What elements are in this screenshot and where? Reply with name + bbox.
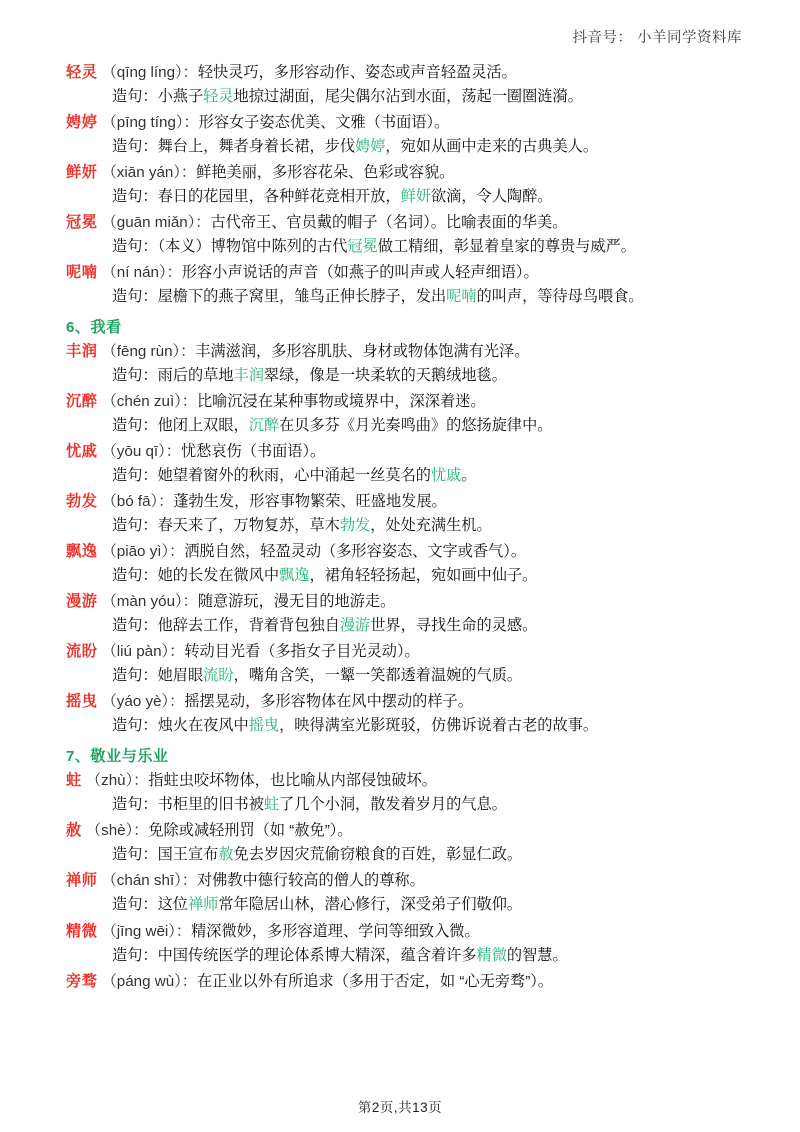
entry-word: 忧戚 [66, 443, 98, 461]
entry-pinyin: （pīng tíng）： [97, 114, 199, 132]
entry-headline [66, 390, 746, 414]
example-text-after: ，裙角轻轻扬起，宛如画中仙子。 [309, 567, 538, 585]
example-label: 造句： [112, 467, 158, 485]
entry-definition: 轻快灵巧，多形容动作、姿态或声音轻盈灵活。 [197, 64, 517, 81]
vocabulary-entry [66, 590, 746, 638]
entry-word: 禅师 [66, 872, 98, 890]
example-highlight-word: 勃发 [339, 517, 371, 535]
example-highlight-word: 娉婷 [355, 138, 386, 156]
example-label: 造句： [112, 417, 158, 435]
vocabulary-entry [66, 540, 746, 588]
entry-headline [66, 440, 746, 464]
example-text-after: 的智慧。 [506, 946, 568, 964]
entry-pinyin: （chán shī）： [97, 872, 197, 890]
example-highlight-word: 漫游 [339, 617, 371, 635]
entry-example [66, 135, 746, 159]
example-label: 造句： [112, 667, 158, 685]
example-label: 造句： [112, 517, 158, 535]
vocabulary-entry [66, 490, 746, 538]
entry-pinyin: （ní nán）： [97, 264, 182, 282]
entry-definition: 蓬勃生发，形容事物繁荣、旺盛地发展。 [173, 493, 447, 511]
watermark-text: 抖音号： 小羊同学资料库 [572, 30, 742, 46]
entry-definition: 丰满滋润，多形容肌肤、身材或物体饱满有光泽。 [195, 343, 530, 361]
entry-word: 漫游 [66, 593, 98, 611]
example-highlight-word: 沉醉 [248, 417, 280, 435]
entry-pinyin: （jīng wēi）： [97, 922, 192, 940]
example-text-before: 他辞去工作，背着背包独自 [157, 617, 340, 635]
example-text-before: 屋檐下的燕子窝里，雏鸟正伸长脖子，发出 [157, 288, 447, 306]
entry-headline [66, 590, 746, 614]
entry-example [66, 793, 746, 817]
example-highlight-word: 流盼 [203, 667, 234, 685]
entry-definition: 形容女子姿态优美、文雅（书面语）。 [198, 114, 450, 132]
entry-headline [66, 61, 746, 85]
entry-definition: 指蛀虫咬坏物体，也比喻从内部侵蚀破坏。 [148, 772, 437, 790]
entry-example [66, 664, 746, 688]
section-heading: 7、敬业与乐业 [66, 748, 169, 766]
vocabulary-entry [66, 161, 746, 209]
entry-example [66, 944, 746, 968]
entry-pinyin: （piāo yì）： [97, 543, 185, 561]
example-label: 造句： [112, 617, 158, 635]
example-highlight-word: 赦 [218, 846, 234, 864]
entry-word: 摇曳 [66, 693, 98, 711]
example-text-before: 中国传统医学的理论体系博大精深，蕴含着许多 [157, 946, 477, 964]
example-highlight-word: 蛀 [263, 796, 280, 814]
entry-headline [66, 640, 746, 664]
entry-pinyin: （shè）： [81, 822, 149, 840]
example-text-before: 雨后的草地 [157, 367, 234, 385]
entry-example [66, 364, 746, 388]
example-text-before: 舞台上，舞者身着长裙，步伐 [157, 138, 355, 156]
vocabulary-entry [66, 111, 746, 159]
entry-word: 飘逸 [66, 543, 98, 561]
entry-definition: 随意游玩，漫无目的地游走。 [197, 593, 396, 611]
entry-example [66, 235, 746, 259]
page-footer: 第2页,共13页 [357, 1100, 443, 1115]
example-label: 造句： [112, 288, 158, 306]
document-content [46, 61, 754, 994]
vocabulary-entry [66, 920, 746, 968]
entry-headline [66, 869, 746, 893]
example-text-after: ，处处充满生机。 [370, 517, 492, 535]
entry-word: 流盼 [66, 643, 98, 661]
vocabulary-entry [66, 61, 746, 109]
example-text-before: 她的长发在微风中 [157, 567, 280, 585]
example-text-before: 国王宣布 [157, 846, 219, 864]
example-highlight-word: 忧戚 [430, 467, 462, 485]
entry-headline [66, 211, 746, 235]
example-text-before: 春天来了，万物复苏，草木 [157, 517, 340, 535]
entry-definition: 在正业以外有所追求（多用于否定，如 “心无旁骛”）。 [196, 972, 554, 990]
entry-definition: 古代帝王、官员戴的帽子（名词）。比喻表面的华美。 [210, 214, 568, 232]
example-label: 造句： [112, 946, 158, 964]
entry-headline [66, 490, 746, 514]
entry-definition: 免除或减轻刑罚（如 “赦免”）。 [148, 822, 353, 840]
example-text-after: 的叫声，等待母鸟喂食。 [476, 288, 644, 306]
example-highlight-word: 鲜妍 [400, 188, 431, 206]
entry-example [66, 514, 746, 538]
vocabulary-entry [66, 970, 746, 994]
entry-example [66, 714, 746, 738]
example-text-after: 世界，寻找生命的灵感。 [370, 617, 538, 635]
example-text-after: 做工精细，彰显着皇家的尊贵与威严。 [377, 238, 636, 256]
entry-definition: 比喻沉浸在某种事物或境界中，深深着迷。 [196, 393, 486, 411]
entry-word: 旁骛 [66, 972, 98, 990]
entry-word: 呢喃 [66, 264, 98, 282]
example-highlight-word: 摇曳 [248, 717, 280, 735]
vocabulary-entry [66, 819, 746, 867]
entry-pinyin: （bó fā）： [97, 493, 174, 511]
vocabulary-entry [66, 390, 746, 438]
example-highlight-word: 冠冕 [347, 238, 378, 256]
entry-example [66, 414, 746, 438]
entry-headline [66, 340, 746, 364]
example-text-after: 免去岁因灾荒偷窃粮食的百姓，彰显仁政。 [233, 846, 523, 864]
vocabulary-entry [66, 340, 746, 388]
entry-example [66, 185, 746, 209]
entry-definition: 洒脱自然，轻盈灵动（多形容姿态、文字或香气）。 [184, 543, 527, 561]
entry-word: 沉醉 [66, 393, 98, 411]
entry-headline [66, 819, 746, 843]
example-label: 造句： [112, 138, 158, 156]
example-highlight-word: 丰润 [233, 367, 264, 385]
entry-example [66, 464, 746, 488]
example-text-before: 小燕子 [157, 88, 204, 106]
entry-example [66, 564, 746, 588]
entry-word: 丰润 [66, 343, 98, 361]
example-label: 造句： [112, 896, 158, 914]
entry-headline [66, 690, 746, 714]
entry-word: 赦 [66, 822, 82, 840]
entry-pinyin: （zhù）： [81, 772, 149, 790]
entry-definition: 忧愁哀伤（书面语）。 [180, 443, 326, 461]
entry-headline [66, 111, 746, 135]
entry-word: 冠冕 [66, 214, 98, 232]
entry-word: 精微 [66, 922, 98, 940]
example-text-before: 她望着窗外的秋雨，心中涌起一丝莫名的 [157, 467, 431, 485]
entry-word: 娉婷 [66, 114, 98, 132]
example-text-before: 他闭上双眼， [157, 417, 249, 435]
example-label: 造句： [112, 188, 158, 206]
entry-word: 轻灵 [66, 64, 98, 81]
entry-definition: 对佛教中德行较高的僧人的尊称。 [196, 872, 425, 890]
entry-pinyin: （yōu qī）： [97, 443, 181, 461]
entry-headline [66, 261, 746, 285]
example-text-before: 她眉眼 [157, 667, 204, 685]
section-heading: 6、我看 [66, 319, 122, 337]
example-text-after: 了几个小洞，散发着岁月的气息。 [279, 796, 507, 814]
entry-example [66, 285, 746, 309]
example-text-after: 。 [461, 467, 477, 485]
entry-pinyin: （liú pàn）： [97, 643, 185, 661]
entry-word: 鲜妍 [66, 164, 98, 182]
example-highlight-word: 飘逸 [279, 567, 310, 585]
vocabulary-entry [66, 769, 746, 817]
entry-headline [66, 161, 746, 185]
example-label: 造句： [112, 846, 158, 864]
example-text-after: 欲滴，令人陶醉。 [430, 188, 553, 206]
vocabulary-entry [66, 440, 746, 488]
entry-pinyin: （màn yóu）： [97, 593, 198, 611]
entry-pinyin: （qīng líng）： [97, 64, 198, 81]
vocabulary-entry [66, 690, 746, 738]
example-text-before: 烛火在夜风中 [157, 717, 249, 735]
example-text-after: 翠绿，像是一块柔软的天鹅绒地毯。 [263, 367, 507, 385]
example-text-after: 在贝多芬《月光奏鸣曲》的悠扬旋律中。 [279, 417, 553, 435]
example-text-after: 地掠过湖面，尾尖偶尔沾到水面，荡起一圈圈涟漪。 [233, 88, 583, 106]
vocabulary-entry [66, 869, 746, 917]
example-text-after: ，宛如从画中走来的古典美人。 [385, 138, 598, 156]
entry-definition: 形容小声说话的声音（如燕子的叫声或人轻声细语）。 [181, 264, 539, 282]
entry-pinyin: （fēng rùn）： [97, 343, 196, 361]
entry-headline [66, 540, 746, 564]
entry-example [66, 614, 746, 638]
entry-headline [66, 920, 746, 944]
entry-example [66, 843, 746, 867]
entry-pinyin: （guān miǎn）： [97, 214, 211, 232]
example-text-before: 春日的花园里，各种鲜花竞相开放， [157, 188, 401, 206]
entry-pinyin: （yáo yè）： [97, 693, 185, 711]
entry-example [66, 85, 746, 109]
entry-example [66, 893, 746, 917]
example-highlight-word: 精微 [476, 946, 507, 964]
example-label: 造句： [112, 717, 158, 735]
example-text-before: 书柜里的旧书被 [157, 796, 264, 814]
entry-pinyin: （páng wù）： [97, 972, 197, 990]
example-highlight-word: 轻灵 [203, 88, 234, 106]
entry-definition: 精深微妙，多形容道理、学问等细致入微。 [191, 922, 480, 940]
entry-pinyin: （chén zuì）： [97, 393, 197, 411]
example-text-after: ，映得满室光影斑驳，仿佛诉说着古老的故事。 [279, 717, 598, 735]
entry-definition: 鲜艳美丽，多形容花朵、色彩或容貌。 [196, 164, 455, 182]
entry-headline [66, 769, 746, 793]
example-text-after: 常年隐居山林，潜心修行，深受弟子们敬仰。 [218, 896, 523, 914]
entry-definition: 转动目光看（多指女子目光灵动）。 [184, 643, 420, 661]
example-label: 造句： [112, 88, 158, 106]
vocabulary-entry [66, 261, 746, 309]
example-highlight-word: 呢喃 [446, 288, 477, 306]
example-label: 造句： [112, 238, 158, 256]
example-text-before: （本义）博物馆中陈列的古代 [157, 238, 348, 256]
entry-pinyin: （xiān yán）： [97, 164, 197, 182]
entry-headline [66, 970, 746, 994]
vocabulary-entry [66, 640, 746, 688]
example-text-before: 这位 [157, 896, 188, 914]
vocabulary-entry [66, 211, 746, 259]
example-label: 造句： [112, 796, 158, 814]
example-label: 造句： [112, 567, 158, 585]
entry-word: 蛀 [66, 772, 82, 790]
example-label: 造句： [112, 367, 158, 385]
entry-word: 勃发 [66, 493, 98, 511]
example-highlight-word: 禅师 [187, 896, 219, 914]
entry-definition: 摇摆晃动，多形容物体在风中摆动的样子。 [184, 693, 473, 711]
example-text-after: ，嘴角含笑，一颦一笑都透着温婉的气质。 [233, 667, 523, 685]
